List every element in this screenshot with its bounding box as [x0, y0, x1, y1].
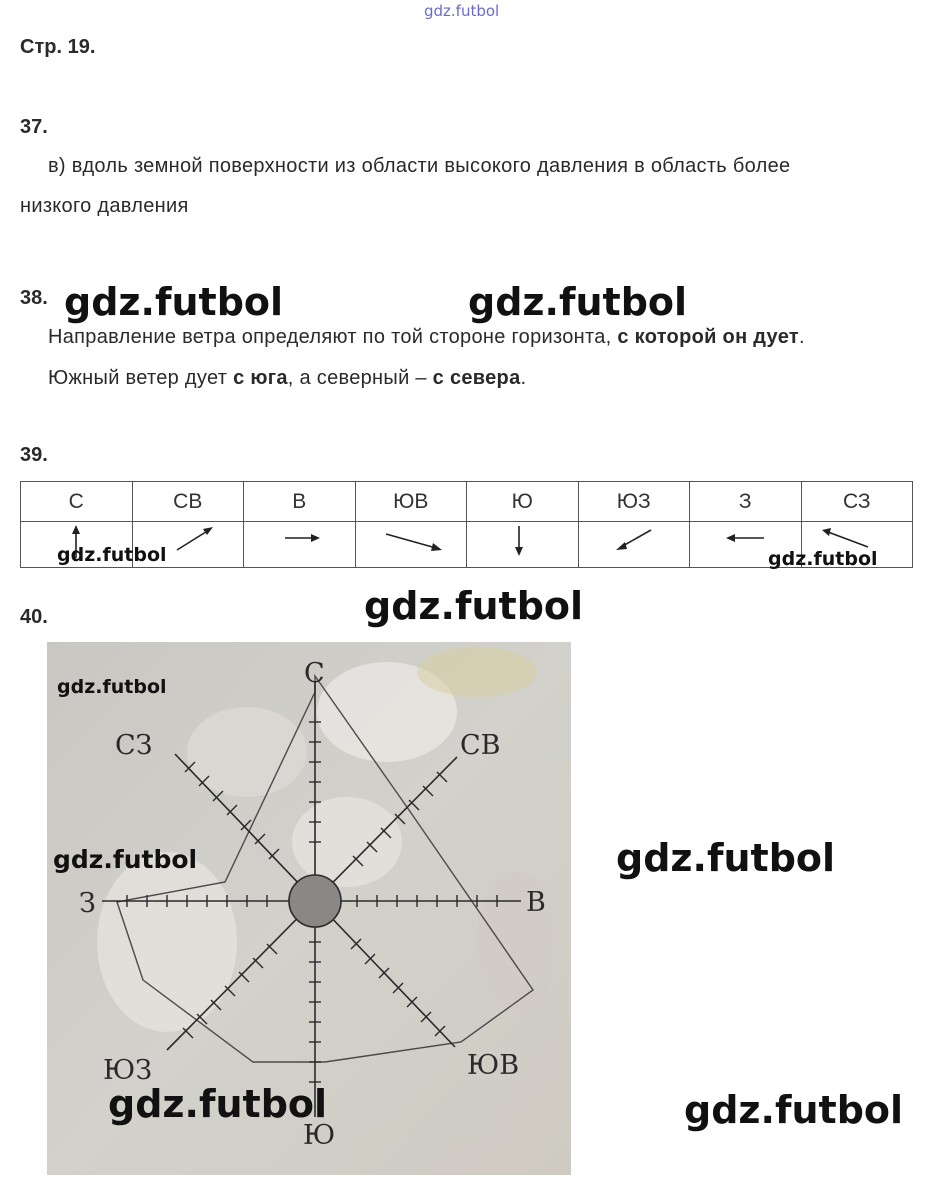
task-38-line2 — [48, 367, 526, 390]
rose-label-se: ЮВ — [467, 1050, 520, 1081]
watermark: gdz.futbol — [364, 584, 584, 628]
arrow-down-left-icon — [579, 522, 689, 562]
arrow-down-icon — [467, 522, 577, 562]
task-38-line1-text: Направление ветра определяют по той стороне горизонта, — [48, 326, 618, 348]
task-37-line2: низкого давления — [20, 195, 189, 217]
task-37-line1: в) вдоль земной поверхности из области высокого давления в область более — [48, 155, 791, 177]
task-38-line1-bold: с которой он дует — [617, 326, 799, 348]
rose-label-e: В — [526, 887, 546, 918]
arrow-down-right-icon — [356, 522, 466, 562]
wind-header-e: В — [244, 482, 356, 522]
task-38-line1 — [48, 326, 805, 349]
watermark: gdz.futbol — [616, 836, 836, 880]
wind-cell-e — [244, 522, 356, 568]
wind-cell-se — [355, 522, 467, 568]
task-38-line1-end: . — [798, 326, 805, 348]
page-label: Стр. 19. — [20, 36, 96, 58]
task-40-number: 40. — [20, 606, 48, 628]
task-38-line2-bold1: с юга — [233, 367, 288, 389]
arrow-right-icon — [244, 522, 354, 562]
wind-header-w: З — [690, 482, 802, 522]
wind-header-n: С — [21, 482, 133, 522]
task-38-number: 38. — [20, 287, 48, 309]
rose-label-w: З — [79, 888, 96, 919]
wind-header-nw: СЗ — [801, 482, 913, 522]
wind-header-s: Ю — [467, 482, 579, 522]
wind-header-ne: СВ — [132, 482, 244, 522]
rose-label-s: Ю — [303, 1120, 336, 1151]
watermark: gdz.futbol — [64, 280, 284, 324]
task-38-line2-text: Южный ветер дует — [48, 367, 234, 389]
wind-cell-s — [467, 522, 579, 568]
watermark: gdz.futbol — [768, 548, 878, 570]
watermark: gdz.futbol — [57, 544, 167, 566]
watermark: gdz.futbol — [684, 1088, 904, 1132]
watermark: gdz.futbol — [468, 280, 688, 324]
watermark-top: gdz.futbol — [424, 2, 500, 20]
wind-header-sw: ЮЗ — [578, 482, 690, 522]
rose-label-n: С — [304, 658, 325, 689]
task-37-number: 37. — [20, 116, 48, 138]
wind-header-se: ЮВ — [355, 482, 467, 522]
rose-label-nw: СЗ — [115, 730, 153, 761]
task-39-number: 39. — [20, 444, 48, 466]
watermark: gdz.futbol — [57, 676, 167, 698]
rose-label-ne: СВ — [460, 730, 501, 761]
rose-label-sw: ЮЗ — [103, 1055, 153, 1086]
wind-table-header-row — [21, 482, 913, 522]
watermark: gdz.futbol — [53, 845, 198, 874]
wind-cell-sw — [578, 522, 690, 568]
watermark: gdz.futbol — [108, 1082, 328, 1126]
calm-circle — [289, 875, 341, 927]
task-38-line2-end: . — [520, 367, 527, 389]
task-38-line2-bold2: с севера — [432, 367, 521, 389]
task-38-line2-mid: , а северный – — [287, 367, 433, 389]
